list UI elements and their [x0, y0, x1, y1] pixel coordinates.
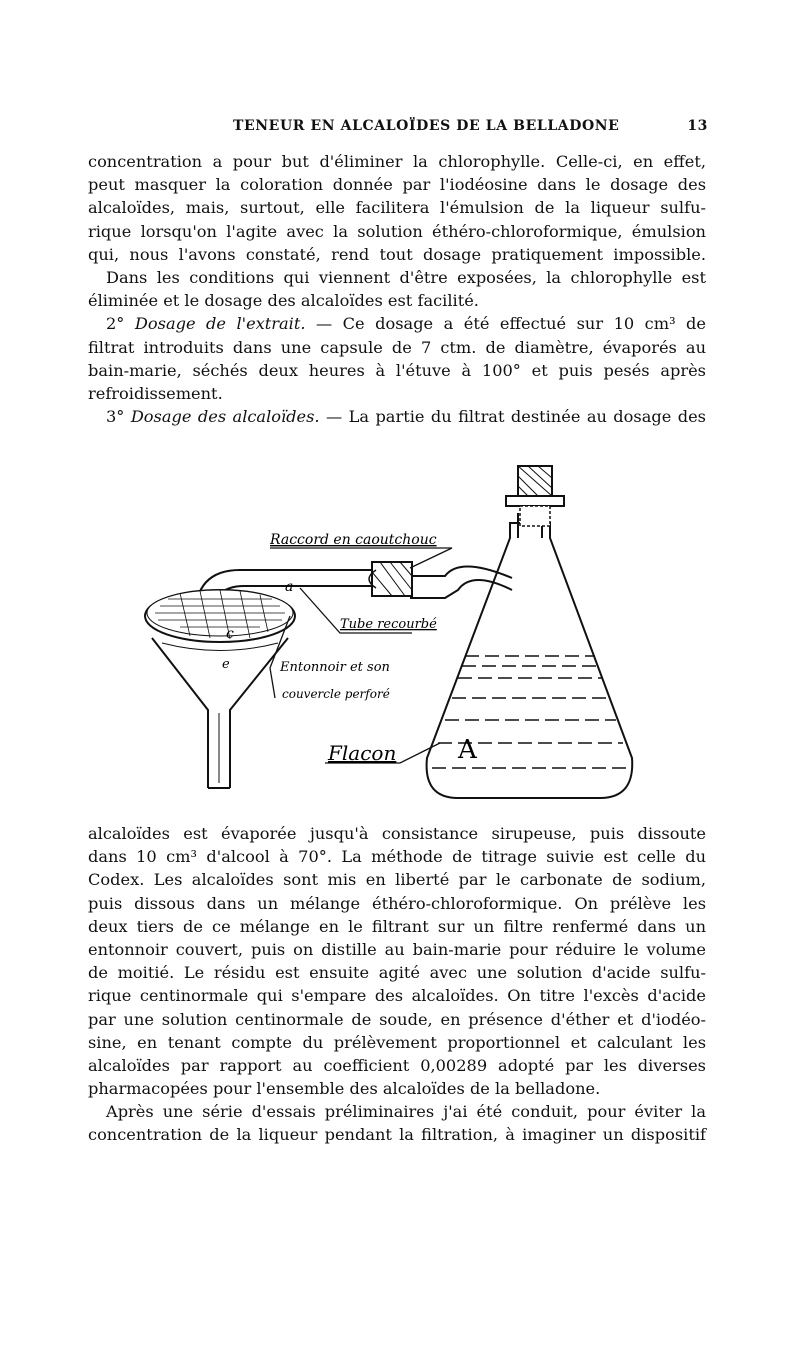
label-tube: Tube recourbé [340, 617, 437, 632]
text-line: bain-marie, séchés deux heures à l'étuve à 100° et puis pesés après [88, 360, 706, 380]
section-number: 2° [106, 314, 125, 334]
label-letter-a: a [285, 579, 294, 595]
label-entonnoir-2: couvercle perforé [282, 687, 390, 701]
text-line: qui, nous l'avons constaté, rend tout dosage pratiquement impossible. [88, 244, 706, 264]
section-heading-3 [88, 405, 706, 428]
text-line: Codex. Les alcaloïdes sont mis en liberté par le carbonate de sodium, [88, 870, 706, 890]
text-line: rique lorsqu'on l'agite avec la solution éthéro-chloroformique, émulsion [88, 221, 706, 241]
funnel [152, 638, 288, 788]
text-line: éliminée et le dosage des alcaloïdes est facilité. [88, 291, 479, 311]
text-line: concentration de la liqueur pendant la filtration, à imaginer un dispositif [88, 1125, 706, 1145]
text-line: Dans les conditions qui viennent d'être exposées, la chlorophylle est [106, 267, 706, 287]
text-line: par une solution centinormale de soude, en présence d'éther et d'iodéo- [88, 1009, 706, 1029]
label-entonnoir-1: Entonnoir et son [280, 660, 390, 675]
funnel-cover [145, 590, 295, 642]
text-line: filtrat introduits dans une capsule de 7 ctm. de diamètre, évaporés au [88, 337, 706, 357]
text-line: dans 10 cm³ d'alcool à 70°. La méthode de titrage suivie est celle du [88, 847, 706, 867]
section-number: 3° [106, 407, 125, 427]
text-line: alcaloïdes par rapport au coefficient 0,00289 adopté par les diverses [88, 1055, 706, 1075]
text-line: de moitié. Le résidu est ensuite agité avec une solution d'acide sulfu- [88, 963, 706, 983]
bottom-paragraphs [88, 822, 706, 1147]
text-line: pharmacopées pour l'ensemble des alcaloïdes de la belladone. [88, 1079, 601, 1099]
text-line: concentration a pour but d'éliminer la chlorophylle. Celle-ci, en effet, [88, 152, 706, 171]
page-number: 13 [687, 118, 708, 134]
text-line: alcaloïdes, mais, surtout, elle facilitera l'émulsion de la liqueur sulfu- [88, 198, 706, 218]
running-head [88, 118, 708, 140]
section-title: Dosage de l'extrait. [134, 314, 306, 334]
text-fragment: — Ce dosage a été effectué sur 10 cm³ de [305, 314, 706, 334]
label-flacon: Flacon [328, 741, 397, 765]
text-line: alcaloïdes est évaporée jusqu'à consistance sirupeuse, puis dissoute [88, 824, 706, 843]
label-letter-A: A [458, 735, 477, 765]
text-line: rique centinormale qui s'empare des alcaloïdes. On titre l'excès d'acide [88, 986, 706, 1006]
text-line: peut masquer la coloration donnée par l'iodéosine dans le dosage des [88, 175, 706, 195]
apparatus-figure [140, 458, 660, 808]
label-raccord: Raccord en caoutchouc [270, 532, 437, 548]
text-line: entonnoir couvert, puis on distille au bain-marie pour réduire le volume [88, 939, 706, 959]
label-letter-e: e [222, 657, 230, 672]
top-paragraphs [88, 150, 706, 428]
text-line: puis dissous dans un mélange éthéro-chloroformique. On prélève les [88, 893, 706, 913]
label-letter-c: c [226, 626, 234, 642]
section-title: Dosage des alcaloïdes. [130, 407, 320, 427]
apparatus-drawing [140, 458, 660, 808]
text-line: sine, en tenant compte du prélèvement proportionnel et calculant les [88, 1032, 706, 1052]
rubber-connector [369, 562, 412, 596]
running-title: TENEUR EN ALCALOÏDES DE LA BELLADONE [233, 118, 620, 134]
stopper [506, 466, 564, 526]
text-line: refroidissement. [88, 383, 223, 403]
text-fragment: — La partie du filtrat destinée au dosage des [319, 407, 706, 427]
section-heading-2 [88, 312, 706, 335]
text-line: deux tiers de ce mélange en le filtrant sur un filtre renfermé dans un [88, 916, 706, 936]
text-line: Après une série d'essais préliminaires j'ai été conduit, pour éviter la [106, 1102, 706, 1122]
